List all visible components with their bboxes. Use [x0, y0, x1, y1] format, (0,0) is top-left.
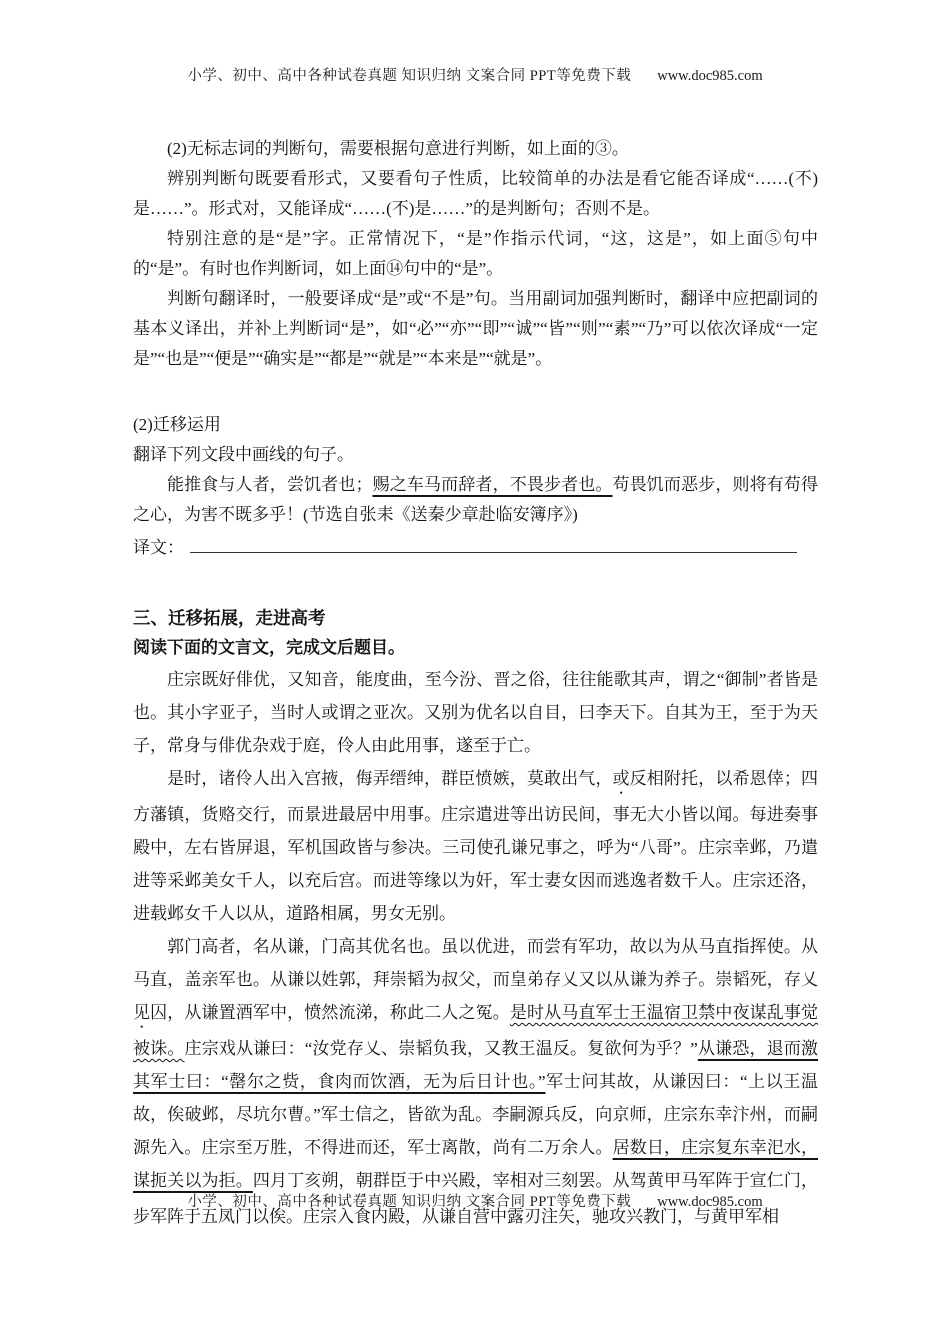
note-paragraph [133, 224, 818, 284]
text-segment: 是时从马直军士王温宿卫禁中夜谋乱事觉被诛。 [133, 1003, 819, 1058]
text-segment: 朝 [355, 1171, 373, 1190]
text-segment: 判断句翻译时，一般要译成“是”或“不是”句。当用副词加强判断时，翻译中应把副词的基本义译出，并补上判断词“是”，如“必”“亦”“即”“诚”“皆”“则”“素”“乃”可以依次译成“一定是”“也是”“便是”“确实是”“都是”“就是”“本来是”“就是”。 [133, 289, 818, 368]
text-segment: 能推食与人者，尝饥者也； [167, 475, 373, 494]
text-segment: 辨别判断句既要看形式，又要看句子性质，比较简单的办法是看它能否译成“……(不)是……”。形式对，又能译成“……(不)是……”的是判断句；否则不是。 [133, 169, 818, 218]
page-footer [0, 1190, 950, 1211]
note-paragraph [133, 284, 818, 374]
passage-paragraph [133, 930, 818, 1233]
passage-paragraph [133, 663, 818, 762]
text-segment: 是时，诸伶人出入宫掖，侮弄缙绅，群臣愤嫉，莫敢出气， [167, 769, 613, 788]
text-segment: 特别注意的是“是”字。正常情况下，“是”作指示代词，“这，这是”，如上面⑤句中的“是”。有时也作判断词，如上面⑭句中的“是”。 [133, 229, 818, 278]
passage-paragraph [133, 762, 818, 930]
transfer-instruction: 翻译下列文段中画线的句子。 [133, 445, 354, 464]
text-segment: 从谦恐，退而激其军士曰：“罄尔之赀，食肉而饮酒，无为后日计也。” [133, 1039, 819, 1091]
gaokao-instruction: 阅读下面的文言文，完成文后题目。 [133, 638, 405, 657]
text-segment: 庄宗戏从谦曰：“汝党存乂、崇韬负我，又教王温反。复欲何为乎？” [184, 1039, 698, 1058]
page-header [0, 64, 950, 85]
transfer-passage [133, 470, 818, 530]
text-segment: 群臣于中兴殿，宰相对三刻罢。从驾黄甲马军阵于宣仁门，步军阵于五凤门以俟。庄宗入食内殿，从谦自营中露刃注矢，驰攻兴教门，与黄甲军相 [133, 1171, 819, 1226]
note-paragraph [133, 164, 818, 224]
text-segment: 苟畏饥而恶步，则将有苟得之心，为害不既多乎！(节选自张耒《送秦少章赴临安簿序》) [133, 475, 819, 524]
gaokao-section-heading: 三、迁移拓展，走进高考 [133, 608, 326, 628]
text-segment: 军士问其故，从谦因曰：“上以王温故，俟破邺，尽坑尔曹。”军士信之，皆欲为乱。李嗣源兵反，向京师，庄宗东幸汴州，而嗣源先入。庄宗至万胜，不得进而还，军士离散，尚有二万余人。 [133, 1072, 819, 1157]
header-site-url: www.doc985.com [657, 68, 763, 84]
answer-blank-line [190, 535, 797, 553]
text-segment: 见 [133, 1003, 151, 1022]
text-segment: 赐之车马而辞者，不畏步者也。 [372, 475, 613, 494]
text-segment: 或 [612, 769, 630, 788]
note-paragraph [133, 134, 818, 164]
answer-label: 译文： [133, 538, 184, 557]
header-text: 小学、初中、高中各种试卷真题 知识归纳 文案合同 PPT等免费下载 [187, 68, 632, 84]
footer-text: 小学、初中、高中各种试卷真题 知识归纳 文案合同 PPT等免费下载 [187, 1194, 632, 1210]
text-segment: 反相附托，以希恩倖；四方藩镇，货赂交行，而景进最居中用事。庄宗遣进等出访民间，事无大小皆以闻。每进奏事殿中，左右皆屏退，军机国政皆与参决。三司使孔谦兄事之，呼为“八哥”。庄宗幸邺，乃遣进等采邺美女千人，以充后宫。而进等缘以为奸，军士妻女因而逃逸者数千人。庄宗还洛，进载邺女千人以从，道路相属，男女无别。 [133, 769, 819, 923]
text-segment: 四月丁亥朔， [252, 1171, 356, 1190]
transfer-section-title: (2)迁移运用 [133, 415, 221, 434]
text-segment: (2)无标志词的判断句，需要根据句意进行判断，如上面的③。 [167, 139, 629, 158]
footer-site-url: www.doc985.com [657, 1194, 763, 1210]
text-segment: 郭门高者，名从谦，门高其优名也。虽以优进，而尝有军功，故以为从马直指挥使。从马直，盖亲军也。从谦以姓郭，拜崇韬为叔父，而皇弟存乂又以从谦为养子。崇韬死，存乂 [133, 937, 818, 989]
document-body [133, 134, 818, 1233]
text-segment: 庄宗既好俳优，又知音，能度曲，至今汾、晋之俗，往往能歌其声，谓之“御制”者皆是也。其小字亚子，当时人或谓之亚次。又别为优名以自目，曰李天下。自其为王，至于为天子，常身与俳优杂戏于庭，伶人由此用事，遂至于亡。 [133, 670, 818, 755]
text-segment: 居数日，庄宗复东幸汜水，谋扼关以为拒。 [133, 1138, 819, 1190]
text-segment: 囚，从谦置酒军中，愤然流涕，称此二人之冤。 [150, 1003, 510, 1022]
answer-row [133, 533, 818, 563]
